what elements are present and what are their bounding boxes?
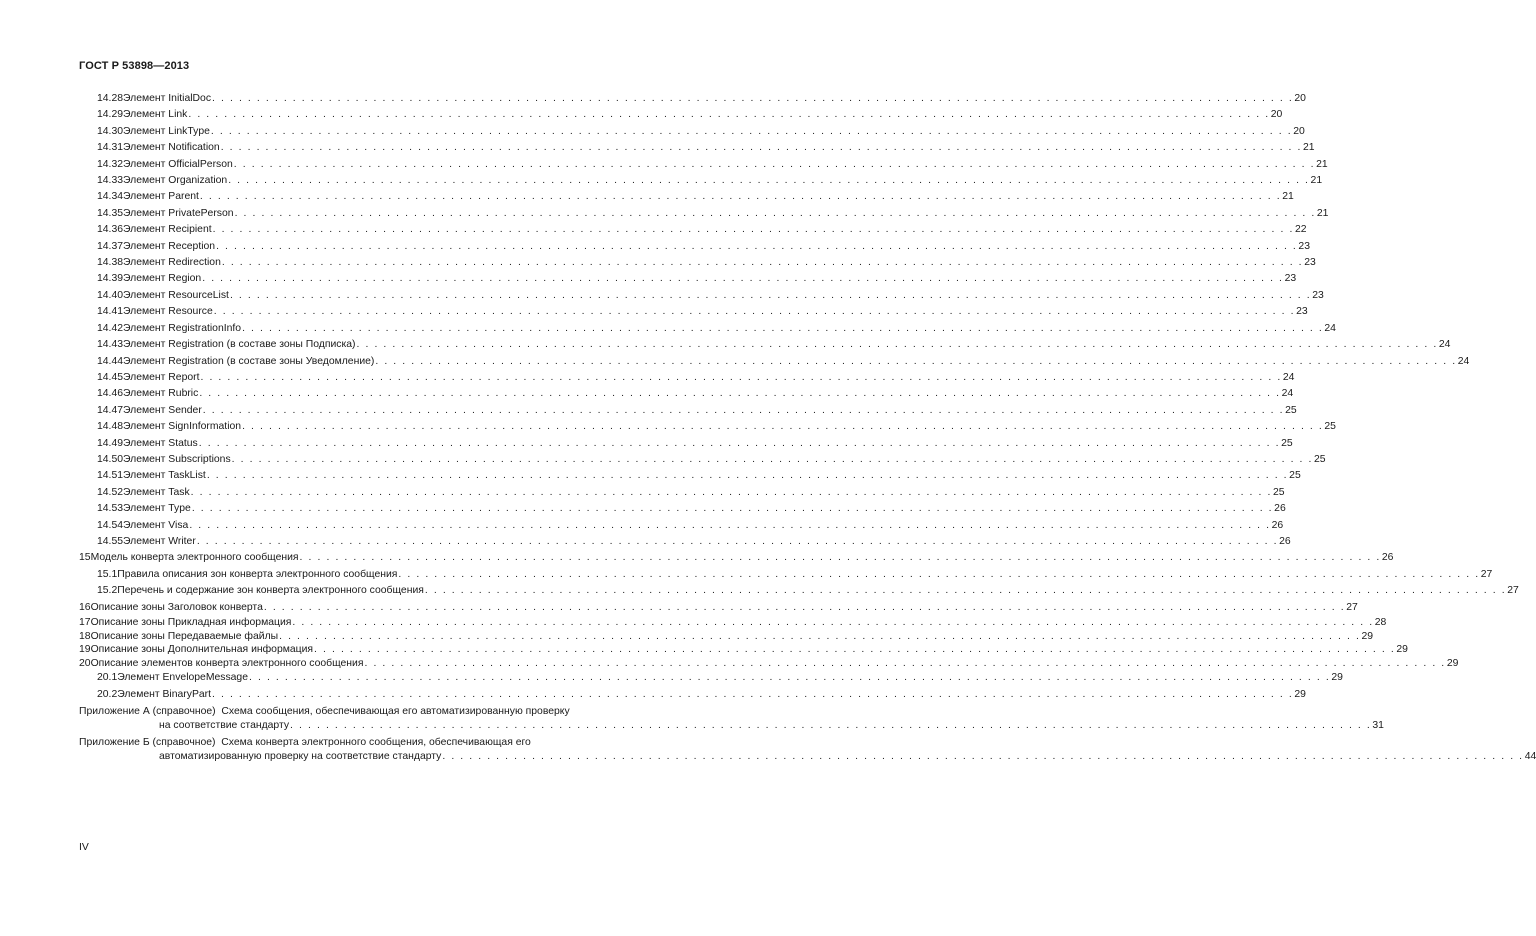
toc-entry-number: 14.42 [97,322,124,334]
toc-entry-title: Элемент Subscriptions [123,453,231,465]
toc-dot-leader [192,501,1273,517]
toc-entry-number: 14.46 [97,388,124,400]
toc-entry [79,468,1301,484]
toc-group-15-sub [79,567,1519,600]
toc-entry-page: 24 [1281,388,1294,400]
toc-entry-title: Элемент LinkType [123,125,210,137]
toc-entry-page: 29 [1361,630,1374,642]
toc-entry-page: 24 [1438,339,1451,351]
toc-dot-leader [189,518,1270,534]
toc-entry-title: Элемент Sender [123,404,202,416]
toc-entry-title: Элемент Report [123,371,200,383]
toc-dot-leader [228,173,1309,189]
toc-entry-page: 26 [1274,503,1286,515]
toc-entry-number: 14.39 [97,273,124,285]
toc-entry [79,222,1307,238]
toc-appendix-title-cont: автоматизированную проверку на соответствие стандарту [159,750,442,762]
toc-entry-number: 14.36 [97,224,124,236]
toc-entry [79,124,1305,140]
toc-entry-page: 25 [1285,404,1297,416]
toc-entry-number: 14.30 [97,125,124,137]
toc-dot-leader [300,550,1381,566]
toc-entry-title: Элемент Reception [123,240,216,252]
toc-entry [79,436,1293,452]
toc-dot-leader [290,719,1371,733]
toc-entry-page: 24 [1324,322,1336,334]
toc-entry-title: Элемент Redirection [123,257,221,269]
toc-entry-page: 31 [1372,719,1384,731]
toc-entry-page: 23 [1304,257,1316,269]
toc-entry-number: 14.50 [97,453,124,465]
toc-dot-leader [213,222,1294,238]
toc-entry-page: 29 [1294,688,1306,700]
toc-entry-page: 22 [1294,224,1307,236]
toc-entry-number: 20.1 [97,672,118,684]
toc-dot-leader [442,750,1523,764]
toc-dot-leader [191,485,1272,501]
toc-dot-leader [242,419,1323,435]
toc-entry-title: Элемент Resource [123,306,213,318]
toc-entry-16 [79,600,1358,616]
toc-entry-number: 14.35 [97,207,124,219]
toc-entry [79,630,1374,644]
toc-entry-number: 14.44 [97,355,124,367]
toc-dot-leader [292,616,1373,630]
toc-entry-title: Элемент InitialDoc [123,93,212,104]
toc-entry [79,534,1291,550]
toc-appendix-title: Схема сообщения, обеспечивающая его автоматизированную проверку [221,706,570,718]
toc-entry-title: Элемент RegistrationInfo [123,322,242,334]
toc-entry-title: Элемент Task [123,486,190,498]
toc-entry-title: Описание зоны Передаваемые файлы [90,630,279,642]
toc-entry-title: Описание элементов конверта электронного сообщения [90,657,364,669]
toc-entry-title: Элемент TaskList [123,470,206,482]
toc-entry-title: Элемент PrivatePerson [123,207,234,219]
toc-entry-number: 14.51 [97,470,124,482]
toc-entry-title: Описание зоны Прикладная информация [90,617,292,628]
toc-entry-number: 14.41 [97,306,124,318]
toc-appendix-title: Схема конверта электронного сообщения, обеспечивающая его [221,737,531,749]
toc-entry [79,239,1310,255]
toc-entry [79,616,1387,630]
toc-entry [79,567,1493,583]
toc-entry-title: Перечень и содержание зон конверта электронного сообщения [117,585,424,597]
toc-entry-page: 24 [1457,355,1470,367]
toc-entry-number: 14.49 [97,437,124,449]
toc-entry-number: 14.48 [97,421,124,433]
toc-entry-number: 14.38 [97,257,124,269]
toc-dot-leader [232,452,1313,468]
toc-entry-title: Элемент BinaryPart [117,688,212,700]
toc-entry-page: 27 [1507,585,1519,597]
toc-entry-title: Модель конверта электронного сообщения [90,552,299,564]
toc-dot-leader [279,630,1360,644]
toc-group-17-20 [79,616,1459,670]
toc-entry-page: 23 [1298,240,1310,252]
toc-entry-number: 20.2 [97,688,118,700]
toc-dot-leader [364,657,1445,671]
toc-entry-number: 14.31 [97,142,124,154]
toc-entry [79,337,1451,353]
toc-entry-page: 25 [1289,470,1301,482]
toc-entry [79,157,1328,173]
toc-entry-page: 25 [1314,453,1326,465]
toc-entry [79,687,1306,703]
toc-entry [79,173,1323,189]
toc-entry-number: 14.29 [97,109,124,121]
toc-entry-page: 29 [1446,657,1459,669]
toc-entry-title: Элемент OfficialPerson [123,158,233,170]
toc-entry-number: 14.47 [97,404,124,416]
toc-appendix-heading [79,705,614,719]
toc-entry [79,255,1316,271]
toc-entry-page: 25 [1273,486,1285,498]
toc-entry-number: 14.32 [97,158,124,170]
toc-entry-15 [79,550,1394,566]
toc-entry [79,189,1294,205]
toc-entry-page: 24 [1282,371,1295,383]
toc-dot-leader [264,600,1345,616]
toc-entry-title: Элемент ResourceList [123,289,229,301]
toc-appendix-heading [79,736,614,750]
toc-entry-number: 20 [79,657,91,669]
toc-dot-leader [207,468,1288,484]
toc-dot-leader [188,107,1269,123]
toc-dot-leader [197,534,1278,550]
toc-dot-leader [314,643,1395,657]
toc-dot-leader [216,239,1297,255]
toc-entry [79,657,1459,671]
toc-entry-number: 15.1 [97,568,118,580]
toc-entry [79,452,1326,468]
toc-entry [79,583,1519,599]
toc-dot-leader [202,271,1283,287]
toc-entry-title: Описание зоны Дополнительная информация [90,644,314,656]
toc-dot-leader [230,288,1311,304]
toc-dot-leader [398,567,1479,583]
toc-entry-title: Элемент Visa [123,519,189,531]
toc-appendix [79,736,1536,763]
toc-entry-page: 26 [1381,552,1394,564]
toc-dot-leader [221,140,1302,156]
toc-dot-leader [249,670,1330,686]
toc-entry-number: 14.53 [97,503,124,515]
toc-entry-page: 21 [1310,175,1323,187]
toc-entry-title: Элемент Recipient [123,224,212,236]
toc-group-14 [79,91,1470,550]
toc-entry [79,670,1343,686]
toc-entry-title: Элемент Link [123,109,188,121]
toc-entry [79,304,1308,320]
toc-dot-leader [199,436,1280,452]
toc-dot-leader [234,157,1315,173]
toc-entry-number: 15 [79,552,91,564]
toc-entry [79,485,1285,501]
toc-entry-title: Правила описания зон конверта электронного сообщения [117,568,398,580]
toc-group-20-sub [79,670,1343,703]
toc-appendix-label: Приложение А (справочное) [79,706,216,718]
toc-dot-leader [222,255,1303,271]
table-of-contents [79,91,1536,764]
toc-entry [79,354,1470,370]
toc-entry-page: 27 [1480,568,1493,580]
toc-dot-leader [214,304,1295,320]
toc-dot-leader [200,189,1281,205]
toc-entry-title: Элемент Type [123,503,191,515]
toc-dot-leader [375,354,1456,370]
toc-appendix-continuation [79,750,1536,764]
toc-entry-number: 14.54 [97,519,124,531]
toc-dot-leader [425,583,1506,599]
toc-entry-page: 20 [1293,125,1305,137]
toc-entry-number: 17 [79,617,91,628]
toc-entry-page: 20 [1294,93,1306,104]
toc-entry [79,107,1283,123]
toc-entry [79,321,1336,337]
toc-dot-leader [212,91,1293,107]
toc-entry-number: 14.34 [97,191,124,203]
page-number: IV [79,842,89,853]
toc-appendix-label: Приложение Б (справочное) [79,737,216,749]
toc-entry-page: 27 [1346,601,1358,613]
toc-entry-number: 16 [79,601,91,613]
toc-entry-page: 23 [1296,306,1308,318]
toc-appendix-continuation [79,719,1384,733]
toc-entry [79,386,1294,402]
page-title: ГОСТ Р 53898—2013 [79,60,190,72]
toc-dot-leader [212,687,1293,703]
toc-entry-title: Описание зоны Заголовок конверта [90,601,263,613]
toc-entry-page: 25 [1281,437,1293,449]
toc-dot-leader [235,206,1316,222]
toc-entry-page: 26 [1279,535,1291,547]
toc-entry-page: 28 [1374,617,1387,628]
toc-entry-title: Элемент Status [123,437,198,449]
toc-dot-leader [203,403,1284,419]
toc-entry-number: 14.45 [97,371,124,383]
toc-entry-title: Элемент Registration (в составе зоны Подписка) [123,339,356,351]
toc-entry-page: 23 [1284,273,1297,285]
toc-entry-number: 14.37 [97,240,124,252]
toc-dot-leader [200,370,1281,386]
toc-appendix-title-cont: на соответствие стандарту [159,719,290,731]
toc-entry [79,643,1408,657]
toc-entry-number: 19 [79,644,91,656]
toc-entry-number: 18 [79,630,91,642]
toc-entry-page: 29 [1331,672,1343,684]
toc-dot-leader [357,337,1438,353]
toc-entry [79,403,1297,419]
toc-entry-page: 44 [1524,750,1536,762]
toc-entry-page: 21 [1282,191,1294,203]
toc-entry [79,140,1315,156]
toc-entry [79,271,1297,287]
toc-entry-title: Элемент EnvelopeMessage [117,672,248,684]
toc-entry-number: 14.40 [97,289,124,301]
toc-entry-page: 21 [1316,158,1328,170]
toc-entry-title: Элемент Region [123,273,202,285]
toc-appendices [79,705,1536,763]
toc-entry-title: Элемент Organization [123,175,228,187]
toc-dot-leader [199,386,1280,402]
toc-dot-leader [211,124,1292,140]
toc-entry-title: Элемент Rubric [123,388,199,400]
toc-entry [79,370,1295,386]
toc-entry-title: Элемент Writer [123,535,196,547]
toc-entry [79,206,1329,222]
toc-entry-number: 14.43 [97,339,124,351]
toc-entry-page: 20 [1270,109,1283,121]
toc-entry-page: 25 [1324,421,1336,433]
toc-dot-leader [242,321,1323,337]
toc-entry-page: 26 [1271,519,1284,531]
toc-entry-page: 21 [1316,207,1329,219]
toc-entry-number: 14.28 [97,93,124,104]
toc-entry-number: 15.2 [97,585,118,597]
toc-entry-page: 29 [1396,644,1408,656]
toc-entry-title: Элемент Registration (в составе зоны Уведомление) [123,355,375,367]
toc-entry-page: 23 [1312,289,1324,301]
toc-entry-number: 14.55 [97,535,124,547]
toc-entry [79,91,1306,107]
toc-entry-title: Элемент Notification [123,142,220,154]
toc-appendix [79,705,1384,732]
toc-entry-number: 14.52 [97,486,124,498]
toc-entry-title: Элемент SignInformation [123,421,242,433]
toc-entry-page: 21 [1303,142,1315,154]
toc-entry [79,501,1286,517]
toc-entry-number: 14.33 [97,175,124,187]
toc-entry-title: Элемент Parent [123,191,199,203]
toc-entry [79,518,1284,534]
toc-entry [79,288,1324,304]
toc-entry [79,419,1336,435]
